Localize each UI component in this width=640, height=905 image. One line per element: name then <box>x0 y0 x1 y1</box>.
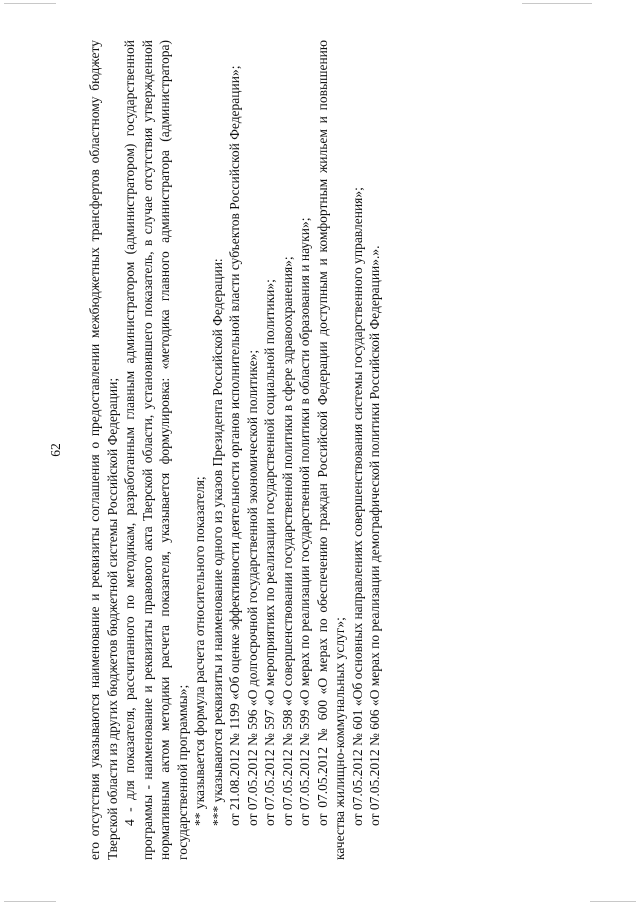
scan-edge-mark-bottom-left <box>4 901 56 902</box>
scan-edge-mark-top-right <box>522 3 592 4</box>
paragraph-absence-note: его отсутствия указываются наименование и реквизиты соглашения о предоставлении межбюджетных трансфертов областному бюджету Тверской области из других бюджетов бюджетной системы Российской Федерации; <box>87 40 120 860</box>
decree-item-598: от 07.05.2012 № 598 «О совершенствовании государственной политики в сфере здравоохранения»; <box>279 256 295 826</box>
page-number: 62 <box>48 443 63 457</box>
decree-item-596: от 07.05.2012 № 596 «О долгосрочной государственной экономической политике»; <box>244 349 260 826</box>
scan-edge-mark-top-left <box>4 3 56 4</box>
document-body <box>86 40 384 860</box>
decree-item-1199: от 21.08.2012 № 1199 «Об оценке эффективности деятельности органов исполнительной власти субъектов Российской Федерации»; <box>227 65 242 826</box>
decree-item-599: от 07.05.2012 № 599 «О мерах по реализации государственной политики в области образования и науки»; <box>297 217 312 826</box>
decree-item-601: от 07.05.2012 № 601 «Об основных направлениях совершенствования системы государственного управления»; <box>349 187 365 826</box>
paragraph-methodology-note: 4 - для показателя, рассчитанного по методикам, разработанным главным администратором (администратором) государственной программы - наименование и реквизиты правового акта Тверской области, установившего показатель, в случае отсутствия утвержденной нормативным актом методики расчета показателя, указывается формулировка: «методика главного администратора (администратора) государственной программы»; <box>122 40 190 860</box>
rotated-document-page <box>48 40 593 860</box>
decree-item-597: от 07.05.2012 № 597 «О мероприятиях по реализации государственной социальной политики»; <box>262 279 277 826</box>
paragraph-decree-note: *** указываются реквизиты и наименование одного из указов Президента Российской Федерации: <box>209 258 225 826</box>
paragraph-formula-note: ** указывается формула расчета относительного показателя; <box>192 476 207 826</box>
scan-edge-mark-bottom-right <box>590 901 636 902</box>
decree-item-606: от 07.05.2012 № 606 «О мерах по реализации демографической политики Российской Федерации».». <box>367 245 382 826</box>
decree-item-600: от 07.05.2012 № 600 «О мерах по обеспечению граждан Российской Федерации доступным и комфортным жильем и повышению качества жилищно-коммунальных услуг»; <box>314 40 347 860</box>
